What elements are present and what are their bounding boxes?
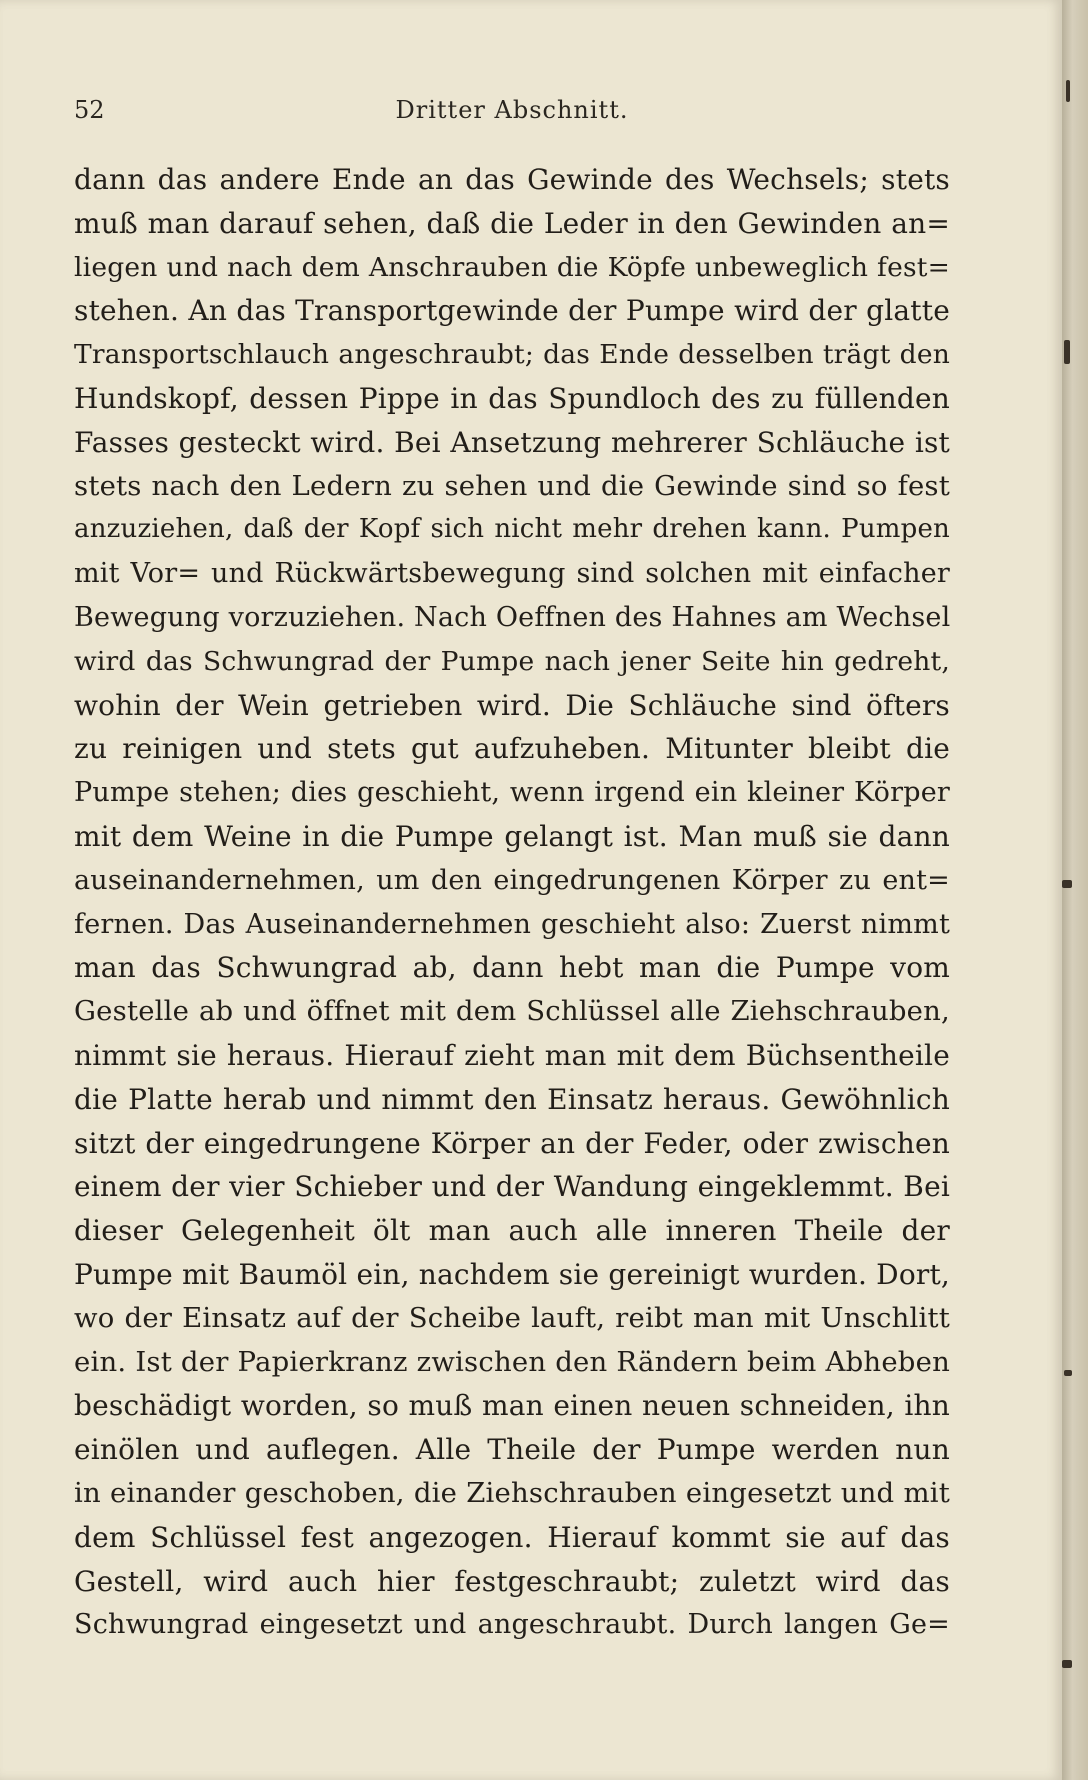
edge-mark: [1064, 1370, 1072, 1376]
text-line: Schwungrad eingesetzt und angeschraubt. Durch langen Ge=: [74, 1609, 950, 1641]
text-line: nimmt sie heraus. Hierauf zieht man mit dem Büchsentheile: [74, 1038, 950, 1072]
text-line: mit Vor= und Rückwärtsbewegung sind solchen mit einfacher: [74, 558, 950, 590]
page-header: [74, 96, 950, 132]
text-line: muß man darauf sehen, daß die Leder in den Gewinden an=: [74, 206, 950, 240]
text-line: Pumpe mit Baumöl ein, nachdem sie gereinigt wurden. Dort,: [74, 1257, 950, 1291]
text-line: wird das Schwungrad der Pumpe nach jener Seite hin gedreht,: [74, 645, 950, 677]
text-line: dieser Gelegenheit ölt man auch alle inneren Theile der: [74, 1214, 950, 1248]
page-edge: [1062, 0, 1088, 1780]
running-head: Dritter Abschnitt.: [395, 96, 629, 124]
text-line: stehen. An das Transportgewinde der Pumpe wird der glatte: [74, 294, 950, 328]
body-text: [74, 158, 950, 1647]
text-line: dem Schlüssel fest angezogen. Hierauf kommt sie auf das: [74, 1520, 950, 1554]
text-line: Gestelle ab und öffnet mit dem Schlüssel alle Ziehschrauben,: [74, 995, 950, 1028]
text-line: ein. Ist der Papierkranz zwischen den Rändern beim Abheben: [74, 1345, 950, 1378]
edge-mark: [1062, 1660, 1072, 1668]
edge-mark: [1064, 340, 1070, 364]
text-line: man das Schwungrad ab, dann hebt man die Pumpe vom: [74, 951, 950, 985]
text-line: Fasses gesteckt wird. Bei Ansetzung mehrerer Schläuche ist: [74, 425, 950, 459]
text-line: wohin der Wein getrieben wird. Die Schläuche sind öfters: [74, 688, 950, 722]
text-line: zu reinigen und stets gut aufzuheben. Mitunter bleibt die: [74, 732, 950, 766]
text-line: Bewegung vorzuziehen. Nach Oeffnen des Hahnes am Wechsel: [74, 601, 950, 633]
text-line: einölen und auflegen. Alle Theile der Pumpe werden nun: [74, 1433, 950, 1467]
text-line: einem der vier Schieber und der Wandung eingeklemmt. Bei: [74, 1170, 950, 1204]
text-line: die Platte herab und nimmt den Einsatz heraus. Gewöhnlich: [74, 1082, 950, 1116]
text-line: auseinandernehmen, um den eingedrungenen Körper zu ent=: [74, 864, 950, 896]
text-line: mit dem Weine in die Pumpe gelangt ist. Man muß sie dann: [74, 819, 950, 853]
text-line: in einander geschoben, die Ziehschrauben eingesetzt und mit: [74, 1476, 950, 1509]
page-number: 52: [74, 96, 105, 124]
text-line: Pumpe stehen; dies geschieht, wenn irgend ein kleiner Körper: [74, 777, 950, 809]
text-line: stets nach den Ledern zu sehen und die Gewinde sind so fest: [74, 469, 950, 502]
edge-mark: [1066, 80, 1070, 102]
text-line: Gestell, wird auch hier festgeschraubt; zuletzt wird das: [74, 1564, 950, 1598]
text-line: beschädigt worden, so muß man einen neuen schneiden, ihn: [74, 1389, 950, 1423]
text-line: fernen. Das Auseinandernehmen geschieht also: Zuerst nimmt: [74, 908, 950, 940]
text-line: sitzt der eingedrungene Körper an der Feder, oder zwischen: [74, 1126, 950, 1160]
text-line: dann das andere Ende an das Gewinde des Wechsels; stets: [74, 163, 950, 196]
edge-mark: [1062, 880, 1072, 888]
text-line: anzuziehen, daß der Kopf sich nicht mehr drehen kann. Pumpen: [74, 514, 950, 545]
text-line: Hundskopf, dessen Pippe in das Spundloch des zu füllenden: [74, 381, 950, 415]
text-line: wo der Einsatz auf der Scheibe lauft, reibt man mit Unschlitt: [74, 1301, 950, 1334]
text-line: liegen und nach dem Anschrauben die Köpfe unbeweglich fest=: [74, 251, 950, 283]
text-line: Transportschlauch angeschraubt; das Ende desselben trägt den: [74, 339, 950, 371]
